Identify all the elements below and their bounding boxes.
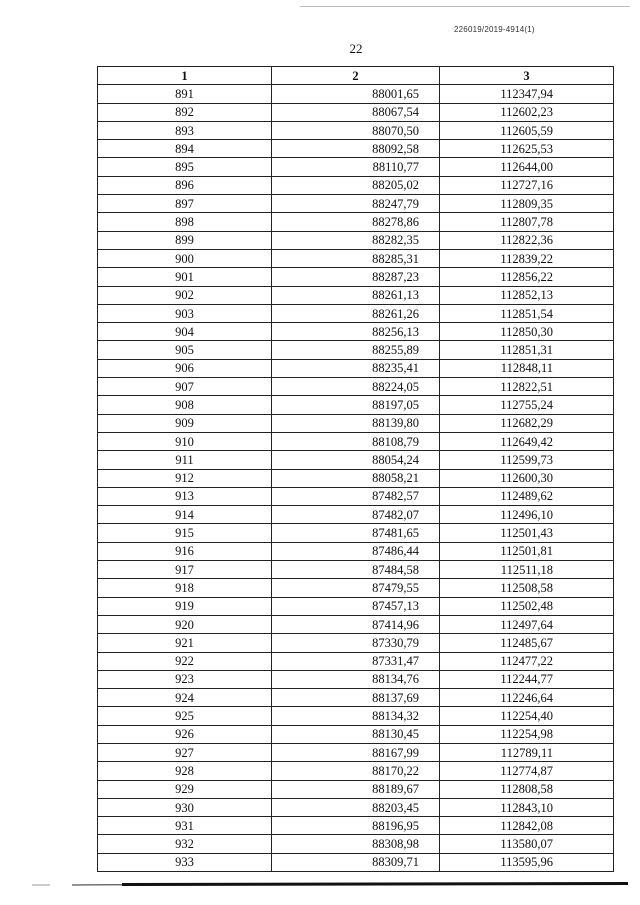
table-cell-col1: 896 (98, 176, 272, 194)
table-cell-col2: 87479,55 (272, 579, 440, 597)
table-body (98, 85, 614, 872)
table-cell-col2: 88287,23 (272, 268, 440, 286)
table-row (98, 817, 614, 835)
table-cell-col1: 924 (98, 689, 272, 707)
table-cell-col3: 112843,10 (440, 798, 614, 816)
table-cell-col2: 87486,44 (272, 542, 440, 560)
table-cell-col1: 895 (98, 158, 272, 176)
table-row (98, 597, 614, 615)
table-cell-col2: 88054,24 (272, 451, 440, 469)
table-header-row (98, 67, 614, 85)
table-row (98, 176, 614, 194)
table-cell-col3: 112489,62 (440, 487, 614, 505)
table-row (98, 121, 614, 139)
table-cell-col2: 88001,65 (272, 85, 440, 103)
table-cell-col2: 87484,58 (272, 561, 440, 579)
table-cell-col3: 112807,78 (440, 213, 614, 231)
table-row (98, 853, 614, 871)
table-cell-col2: 87330,79 (272, 634, 440, 652)
table-cell-col1: 925 (98, 707, 272, 725)
table-cell-col3: 112774,87 (440, 762, 614, 780)
table-cell-col1: 914 (98, 506, 272, 524)
table-row (98, 231, 614, 249)
table-cell-col2: 88247,79 (272, 195, 440, 213)
table-cell-col3: 112644,00 (440, 158, 614, 176)
table-cell-col3: 112254,40 (440, 707, 614, 725)
table-cell-col2: 88285,31 (272, 249, 440, 267)
table-cell-col3: 112602,23 (440, 103, 614, 121)
column-header-2: 2 (272, 67, 440, 85)
table-cell-col3: 112244,77 (440, 670, 614, 688)
table-cell-col3: 112856,22 (440, 268, 614, 286)
table-cell-col1: 928 (98, 762, 272, 780)
table-cell-col1: 911 (98, 451, 272, 469)
table-cell-col1: 893 (98, 121, 272, 139)
table-cell-col2: 88282,35 (272, 231, 440, 249)
table-cell-col2: 88203,45 (272, 798, 440, 816)
table-row (98, 689, 614, 707)
table-cell-col3: 112848,11 (440, 359, 614, 377)
top-scan-line (300, 6, 630, 7)
table-cell-col2: 88255,89 (272, 341, 440, 359)
table-cell-col2: 87481,65 (272, 524, 440, 542)
page-number: 22 (349, 41, 363, 56)
table-row (98, 725, 614, 743)
table-row (98, 561, 614, 579)
table-cell-col3: 112755,24 (440, 396, 614, 414)
table-cell-col1: 894 (98, 140, 272, 158)
table-cell-col3: 112727,16 (440, 176, 614, 194)
table-cell-col1: 903 (98, 304, 272, 322)
table-cell-col1: 908 (98, 396, 272, 414)
table-cell-col3: 112508,58 (440, 579, 614, 597)
table-cell-col1: 899 (98, 231, 272, 249)
table-cell-col3: 112842,08 (440, 817, 614, 835)
coordinates-table (97, 66, 614, 872)
table-cell-col1: 917 (98, 561, 272, 579)
table-cell-col3: 112822,51 (440, 378, 614, 396)
table-cell-col2: 88261,26 (272, 304, 440, 322)
table-cell-col3: 112254,98 (440, 725, 614, 743)
table-row (98, 542, 614, 560)
table-cell-col3: 112511,18 (440, 561, 614, 579)
table-cell-col2: 88189,67 (272, 780, 440, 798)
table-cell-col3: 112682,29 (440, 414, 614, 432)
table-cell-col1: 898 (98, 213, 272, 231)
table-cell-col3: 112625,53 (440, 140, 614, 158)
table-cell-col2: 88235,41 (272, 359, 440, 377)
table-row (98, 396, 614, 414)
table-cell-col3: 112808,58 (440, 780, 614, 798)
table-cell-col1: 902 (98, 286, 272, 304)
table-cell-col1: 933 (98, 853, 272, 871)
table-cell-col3: 112485,67 (440, 634, 614, 652)
table-cell-col2: 88309,71 (272, 853, 440, 871)
table-row (98, 304, 614, 322)
table-cell-col1: 921 (98, 634, 272, 652)
table-cell-col2: 88197,05 (272, 396, 440, 414)
table-row (98, 286, 614, 304)
table-cell-col1: 901 (98, 268, 272, 286)
table-cell-col1: 909 (98, 414, 272, 432)
table-row (98, 103, 614, 121)
table-row (98, 268, 614, 286)
table-cell-col1: 929 (98, 780, 272, 798)
table-row (98, 195, 614, 213)
table-cell-col2: 88070,50 (272, 121, 440, 139)
document-number: 226019/2019-4914(1) (454, 25, 535, 34)
table-cell-col1: 920 (98, 615, 272, 633)
table-cell-col1: 916 (98, 542, 272, 560)
table-row (98, 323, 614, 341)
table-row (98, 158, 614, 176)
table-cell-col1: 926 (98, 725, 272, 743)
table-row (98, 707, 614, 725)
bottom-scan-rule (32, 880, 628, 888)
table-cell-col3: 112809,35 (440, 195, 614, 213)
table-cell-col2: 87457,13 (272, 597, 440, 615)
table-row (98, 469, 614, 487)
table-row (98, 835, 614, 853)
table-cell-col3: 112822,36 (440, 231, 614, 249)
table-cell-col1: 932 (98, 835, 272, 853)
table-cell-col3: 112600,30 (440, 469, 614, 487)
table-row (98, 670, 614, 688)
table-row (98, 85, 614, 103)
table-cell-col1: 905 (98, 341, 272, 359)
table-cell-col3: 112347,94 (440, 85, 614, 103)
table-cell-col3: 112246,64 (440, 689, 614, 707)
table-cell-col3: 112851,31 (440, 341, 614, 359)
table-cell-col2: 88261,13 (272, 286, 440, 304)
table-cell-col3: 112839,22 (440, 249, 614, 267)
table-row (98, 798, 614, 816)
table-cell-col1: 923 (98, 670, 272, 688)
table-cell-col2: 88134,32 (272, 707, 440, 725)
table-cell-col2: 88058,21 (272, 469, 440, 487)
table-cell-col3: 112501,43 (440, 524, 614, 542)
table-row (98, 451, 614, 469)
table-cell-col2: 88130,45 (272, 725, 440, 743)
table-cell-col1: 891 (98, 85, 272, 103)
table-row (98, 634, 614, 652)
table-cell-col1: 918 (98, 579, 272, 597)
table-row (98, 378, 614, 396)
table-cell-col2: 88134,76 (272, 670, 440, 688)
table-cell-col1: 915 (98, 524, 272, 542)
table-row (98, 762, 614, 780)
table-row (98, 780, 614, 798)
table-cell-col3: 112496,10 (440, 506, 614, 524)
table-row (98, 414, 614, 432)
table-cell-col3: 112789,11 (440, 743, 614, 761)
table-cell-col1: 912 (98, 469, 272, 487)
table-cell-col1: 900 (98, 249, 272, 267)
table-row (98, 743, 614, 761)
table-cell-col1: 907 (98, 378, 272, 396)
table-cell-col1: 906 (98, 359, 272, 377)
table-row (98, 140, 614, 158)
table-cell-col3: 112649,42 (440, 432, 614, 450)
table-cell-col2: 88108,79 (272, 432, 440, 450)
table-cell-col3: 112850,30 (440, 323, 614, 341)
column-header-3: 3 (440, 67, 614, 85)
table-cell-col2: 88110,77 (272, 158, 440, 176)
table-cell-col2: 88224,05 (272, 378, 440, 396)
table-cell-col3: 112599,73 (440, 451, 614, 469)
table-cell-col2: 87482,57 (272, 487, 440, 505)
table-cell-col2: 88278,86 (272, 213, 440, 231)
table-cell-col1: 892 (98, 103, 272, 121)
table-cell-col3: 113595,96 (440, 853, 614, 871)
table-cell-col2: 87331,47 (272, 652, 440, 670)
table-cell-col1: 927 (98, 743, 272, 761)
table-cell-col1: 930 (98, 798, 272, 816)
table-cell-col1: 922 (98, 652, 272, 670)
column-header-1: 1 (98, 67, 272, 85)
table-cell-col2: 88137,69 (272, 689, 440, 707)
table-cell-col2: 88308,98 (272, 835, 440, 853)
table-row (98, 579, 614, 597)
table-cell-col2: 88067,54 (272, 103, 440, 121)
table-cell-col1: 931 (98, 817, 272, 835)
table-cell-col3: 112477,22 (440, 652, 614, 670)
table-cell-col2: 88167,99 (272, 743, 440, 761)
table-row (98, 506, 614, 524)
table-cell-col3: 112502,48 (440, 597, 614, 615)
table-cell-col2: 88205,02 (272, 176, 440, 194)
table-row (98, 615, 614, 633)
table-cell-col1: 913 (98, 487, 272, 505)
table-cell-col3: 112497,64 (440, 615, 614, 633)
table-cell-col3: 112605,59 (440, 121, 614, 139)
table-row (98, 359, 614, 377)
table-cell-col2: 88170,22 (272, 762, 440, 780)
table-cell-col2: 88196,95 (272, 817, 440, 835)
table-cell-col1: 904 (98, 323, 272, 341)
table-row (98, 249, 614, 267)
table-cell-col2: 88139,80 (272, 414, 440, 432)
table-row (98, 432, 614, 450)
table-row (98, 341, 614, 359)
table-row (98, 213, 614, 231)
table-cell-col2: 88092,58 (272, 140, 440, 158)
table-row (98, 524, 614, 542)
table-cell-col1: 919 (98, 597, 272, 615)
table-cell-col3: 112851,54 (440, 304, 614, 322)
table-cell-col2: 87482,07 (272, 506, 440, 524)
table-row (98, 487, 614, 505)
table-cell-col3: 112852,13 (440, 286, 614, 304)
table-cell-col2: 88256,13 (272, 323, 440, 341)
table-cell-col2: 87414,96 (272, 615, 440, 633)
table-cell-col3: 113580,07 (440, 835, 614, 853)
table-cell-col1: 910 (98, 432, 272, 450)
table-cell-col3: 112501,81 (440, 542, 614, 560)
table-cell-col1: 897 (98, 195, 272, 213)
table-row (98, 652, 614, 670)
